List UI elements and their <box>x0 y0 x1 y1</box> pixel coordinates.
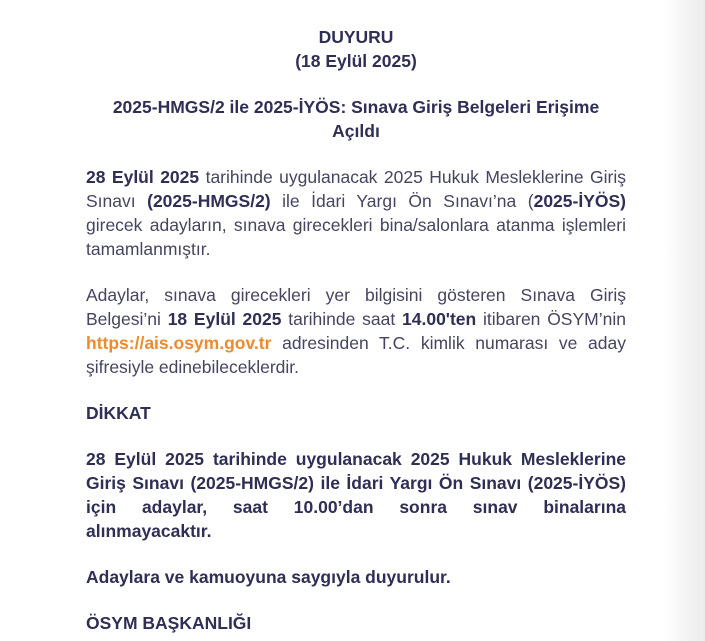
paragraph-access <box>86 283 626 379</box>
announcement-title-line2: Açıldı <box>332 121 380 141</box>
announcement-document <box>86 25 626 635</box>
paragraph-text: girecek adayların, sınava girecekleri bina/salonlara atanma işlemleri tamamlanmıştır. <box>86 215 626 259</box>
announcement-title <box>86 95 626 143</box>
warning-heading: DİKKAT <box>86 403 151 423</box>
paragraph-text: itibaren ÖSYM’nin <box>476 309 626 329</box>
exam-code-iyos: 2025-İYÖS) <box>533 191 626 211</box>
paragraph-text: Adaylar, sınava girecekleri yer bilgisini gösteren Sınava Giriş Belgesi’ni <box>86 285 626 329</box>
ais-link[interactable]: https://ais.osym.gov.tr <box>86 333 272 353</box>
exam-date: 28 Eylül 2025 <box>86 167 200 187</box>
paragraph-text: ile İdari Yargı Ön Sınavı’na ( <box>270 191 534 211</box>
paragraph-text: adresinden T.C. kimlik numarası ve aday şifresiyle edinebileceklerdir. <box>86 333 626 377</box>
closing-text: Adaylara ve kamuoyuna saygıyla duyurulur. <box>86 567 451 587</box>
announcement-label: DUYURU <box>318 27 394 47</box>
exam-code-hmgs: (2025-HMGS/2) <box>147 191 271 211</box>
paragraph-text: tarihinde saat <box>281 309 403 329</box>
announcement-header <box>86 25 626 73</box>
access-time: 14.00'ten <box>402 309 477 329</box>
signature: ÖSYM BAŞKANLIĞI <box>86 613 252 633</box>
announcement-date: (18 Eylül 2025) <box>295 51 417 71</box>
announcement-title-line1: 2025-HMGS/2 ile 2025-İYÖS: Sınava Giriş Belgeleri Erişime <box>112 97 600 117</box>
access-date: 18 Eylül 2025 <box>167 309 282 329</box>
warning-text: 28 Eylül 2025 tarihinde uygulanacak 2025 Hukuk Mesleklerine Giriş Sınavı (2025-HMGS/2) ile İdari Yargı Ön Sınavı (2025-İYÖS) için adaylar, saat 10.00’dan sonra sınav binalarına alınmayacaktır. <box>86 449 626 541</box>
paragraph-text: tarihinde uygulanacak 2025 Hukuk Mesleklerine Giriş Sınavı <box>86 167 626 211</box>
paragraph-assignment <box>86 165 626 261</box>
page-edge-shade <box>665 0 705 641</box>
